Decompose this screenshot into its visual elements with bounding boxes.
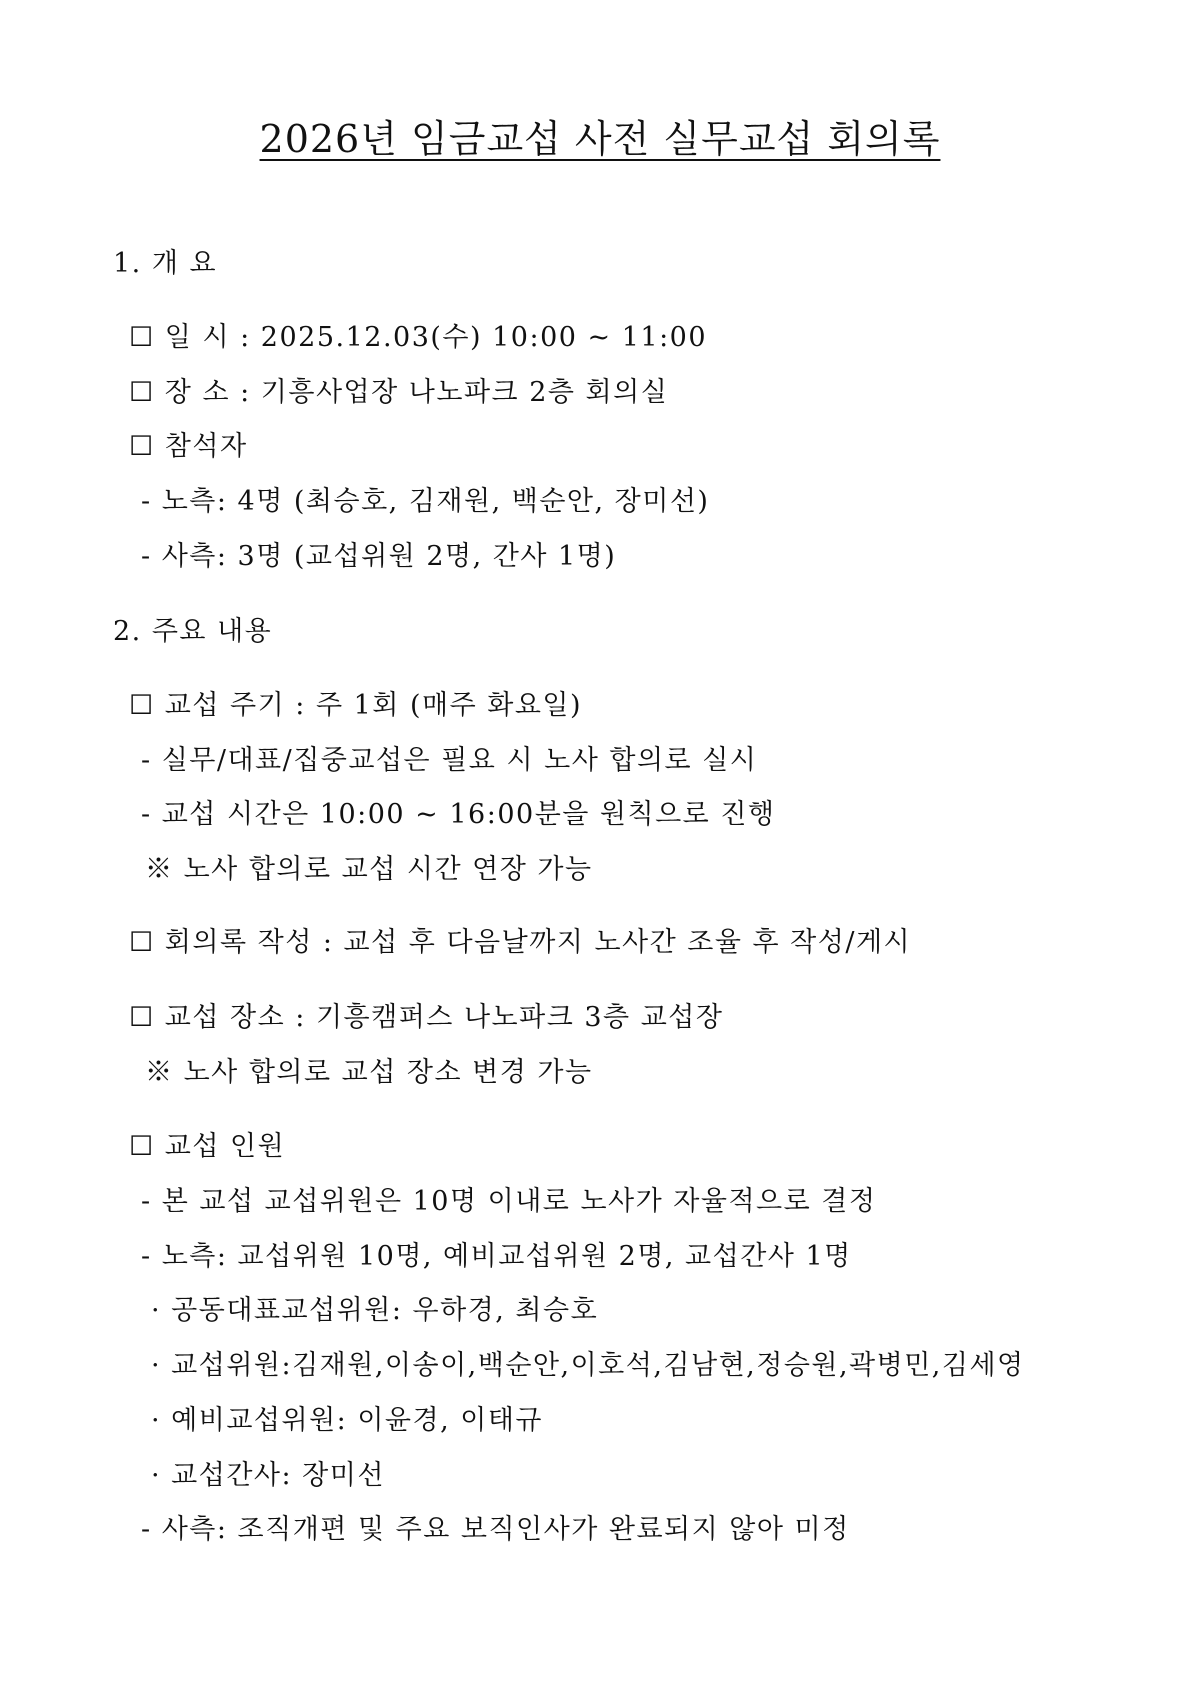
negotiation-cycle-detail-1: - 실무/대표/집중교섭은 필요 시 노사 합의로 실시	[141, 745, 758, 776]
co-representatives: · 공동대표교섭위원: 우하경, 최승호	[151, 1295, 599, 1326]
members-detail-1: - 본 교섭 교섭위원은 10명 이내로 노사가 자율적으로 결정	[141, 1186, 877, 1217]
place-item: ☐ 장 소 : 기흥사업장 나노파크 2층 회의실	[129, 377, 669, 408]
members-item: ☐ 교섭 인원	[129, 1131, 286, 1162]
venue-note: ※ 노사 합의로 교섭 장소 변경 가능	[145, 1057, 593, 1088]
negotiation-time-note: ※ 노사 합의로 교섭 시간 연장 가능	[145, 854, 593, 885]
reserve-members: · 예비교섭위원: 이윤경, 이태규	[151, 1405, 543, 1436]
members-detail-2: - 노측: 교섭위원 10명, 예비교섭위원 2명, 교섭간사 1명	[141, 1241, 852, 1272]
negotiation-cycle-detail-2: - 교섭 시간은 10:00 ~ 16:00분을 원칙으로 진행	[141, 799, 776, 830]
document-title-text: 2026년 임금교섭 사전 실무교섭 회의록	[259, 117, 941, 161]
section-2-heading: 2. 주요 내용	[113, 616, 273, 647]
section-1-heading: 1. 개 요	[113, 248, 218, 279]
negotiation-cycle-item: ☐ 교섭 주기 : 주 1회 (매주 화요일)	[129, 690, 583, 721]
datetime-item: ☐ 일 시 : 2025.12.03(수) 10:00 ~ 11:00	[129, 322, 708, 353]
management-members: - 사측: 조직개편 및 주요 보직인사가 완료되지 않아 미정	[141, 1514, 850, 1545]
labor-side-attendees: - 노측: 4명 (최승호, 김재원, 백순안, 장미선)	[141, 486, 710, 517]
committee-members: · 교섭위원:김재원,이송이,백순안,이호석,김남현,정승원,곽병민,김세영	[151, 1350, 1025, 1381]
venue-item: ☐ 교섭 장소 : 기흥캠퍼스 나노파크 3층 교섭장	[129, 1002, 724, 1033]
document-title	[0, 113, 1200, 165]
management-side-attendees: - 사측: 3명 (교섭위원 2명, 간사 1명)	[141, 541, 617, 572]
negotiation-secretary: · 교섭간사: 장미선	[151, 1460, 385, 1491]
minutes-item: ☐ 회의록 작성 : 교섭 후 다음날까지 노사간 조율 후 작성/게시	[129, 927, 912, 958]
attendees-item: ☐ 참석자	[129, 431, 248, 462]
